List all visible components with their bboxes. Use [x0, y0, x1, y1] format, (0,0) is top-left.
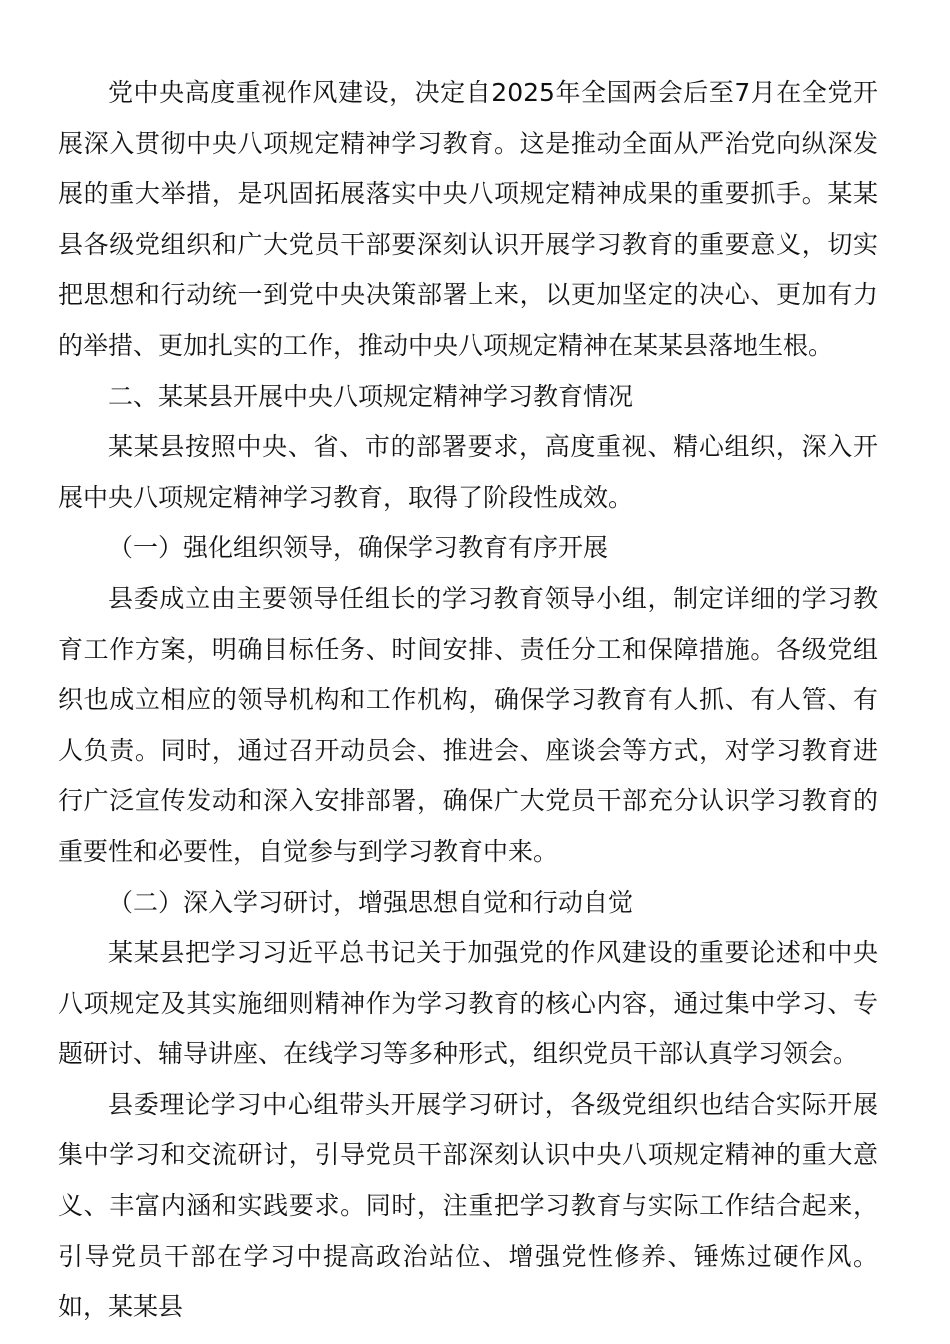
- subheading-2: （二）深入学习研讨，增强思想自觉和行动自觉: [108, 887, 634, 917]
- paragraph-study-group: 县委理论学习中心组带头开展学习研讨，各级党组织也结合实际开展集中学习和交流研讨，引导党员干部深刻认识中央八项规定精神的重大意义、丰富内涵和实践要求。同时，注重把学习教育与实际工作结合起来，引导党员干部在学习中提高政治站位、增强党性修养、锤炼过硬作风。如，某某县: [58, 1089, 878, 1322]
- paragraph-organization: 县委成立由主要领导任组长的学习教育领导小组，制定详细的学习教育工作方案，明确目标任务、时间安排、责任分工和保障措施。各级党组织也成立相应的领导机构和工作机构，确保学习教育有人抓、有人管、有人负责。同时，通过召开动员会、推进会、座谈会等方式，对学习教育进行广泛宣传发动和深入安排部署，确保广大党员干部充分认识学习教育的重要性和必要性，自觉参与到学习教育中来。: [58, 583, 878, 866]
- paragraph-overview: 某某县按照中央、省、市的部署要求，高度重视、精心组织，深入开展中央八项规定精神学习教育，取得了阶段性成效。: [58, 432, 878, 512]
- paragraph-intro: 党中央高度重视作风建设，决定自2025年全国两会后至7月在全党开展深入贯彻中央八项规定精神学习教育。这是推动全面从严治党向纵深发展的重大举措，是巩固拓展落实中央八项规定精神成果的重要抓手。某某县各级党组织和广大党员干部要深刻认识开展学习教育的重要意义，切实把思想和行动统一到党中央决策部署上来，以更加坚定的决心、更加有力的举措、更加扎实的工作，推动中央八项规定精神在某某县落地生根。: [58, 78, 879, 360]
- paragraph-study-content: 某某县把学习习近平总书记关于加强党的作风建设的重要论述和中央八项规定及其实施细则精神作为学习教育的核心内容，通过集中学习、专题研讨、辅导讲座、在线学习等多种形式，组织党员干部认真学习领会。: [58, 938, 878, 1069]
- section-heading-2: 二、某某县开展中央八项规定精神学习教育情况: [108, 381, 634, 411]
- subheading-1: （一）强化组织领导，确保学习教育有序开展: [108, 533, 609, 563]
- document-page: [58, 68, 878, 1333]
